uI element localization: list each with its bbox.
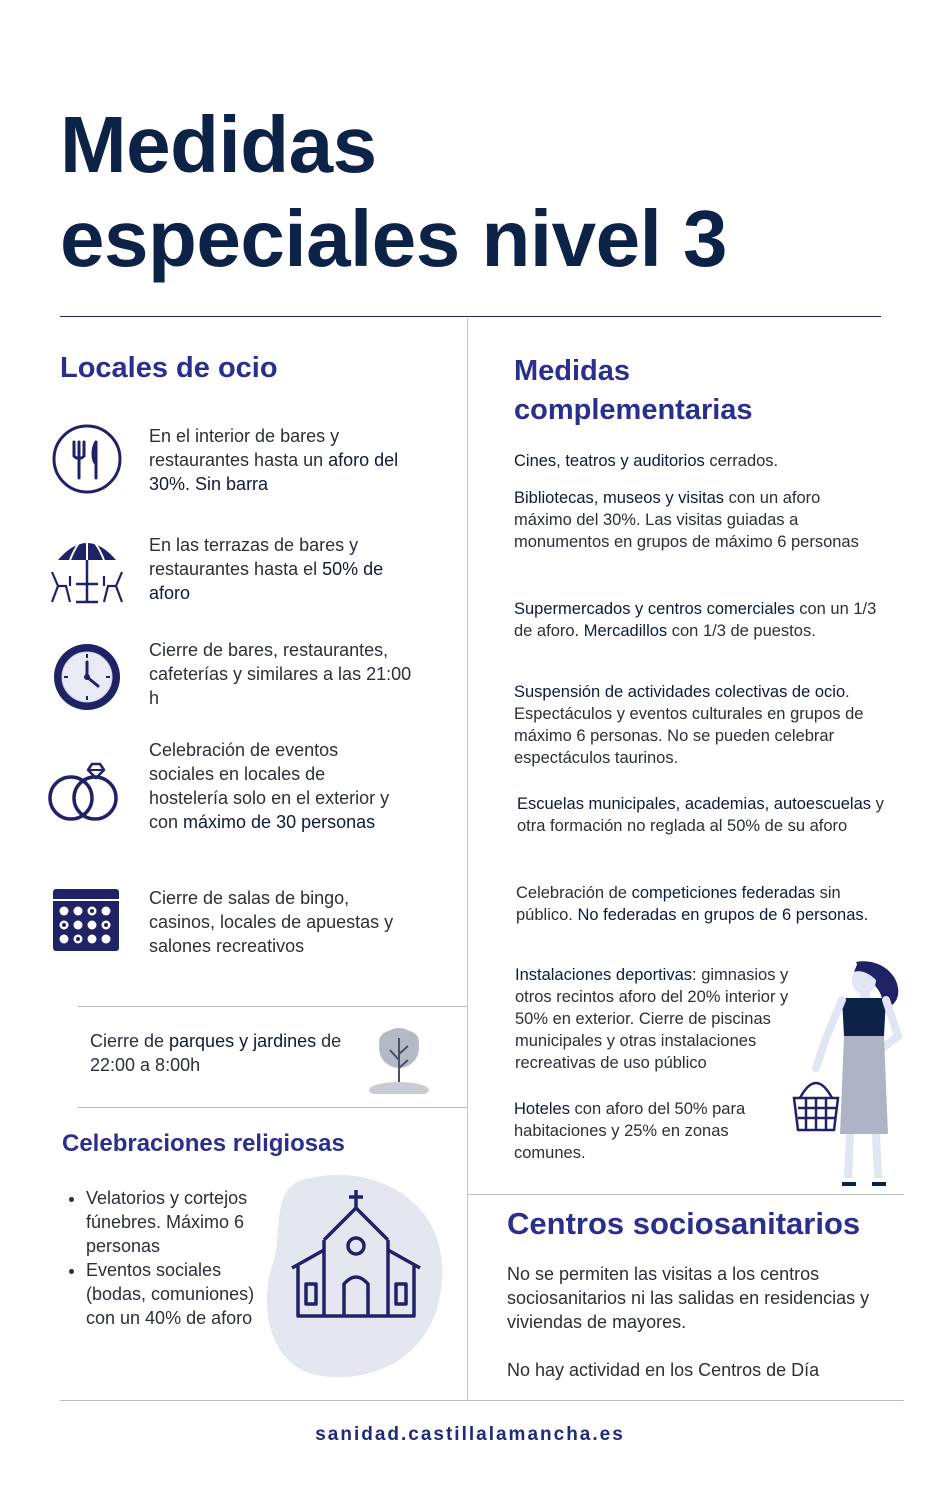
- complementary-item-1-emphasis: Cines, teatros y auditorios: [514, 452, 705, 470]
- complementary-heading-line-1: Medidas: [514, 355, 631, 387]
- complementary-item-4: [514, 681, 884, 769]
- parks-text-post: de 22:00 a 8:00h: [90, 1031, 342, 1075]
- complementary-heading-line-2: complementarias: [514, 394, 753, 426]
- complementary-item-2-text: con un aforo máximo del 30%. Las visitas guiadas a monumentos en grupos de máximo 6 personas: [514, 489, 859, 551]
- parks-divider-top: [78, 1006, 467, 1007]
- complementary-item-3-text-2: con 1/3 de puestos.: [667, 622, 816, 640]
- leisure-item-5-text: Cierre de salas de bingo, casinos, locales de apuestas y salones recreativos: [149, 888, 394, 956]
- clock-icon: [52, 642, 122, 712]
- bingo-card-icon: [52, 888, 120, 952]
- complementary-item-8-emphasis: Hoteles: [514, 1100, 570, 1118]
- leisure-item-5: [149, 886, 414, 958]
- sociosanitary-divider: [468, 1194, 904, 1195]
- footer-url[interactable]: sanidad.castillalamancha.es: [315, 1424, 625, 1445]
- umbrella-terrace-icon: [48, 532, 126, 606]
- cutlery-plate-icon: [52, 424, 122, 494]
- complementary-item-7-text: gimnasios y otros recintos aforo del 20% interior y 50% en exterior. Cierre de piscinas municipales y otras instalaciones recreativas de uso público: [515, 966, 789, 1072]
- complementary-item-3: [514, 598, 884, 642]
- leisure-item-1-text: En el interior de bares y restaurantes hasta un: [149, 426, 340, 470]
- complementary-item-3-text: con un 1/3 de aforo.: [514, 600, 877, 640]
- complementary-item-1-text: cerrados.: [704, 452, 779, 470]
- complementary-item-4-text: . Espectáculos y eventos culturales en grupos de máximo 6 personas. No se pueden celebrar espectáculos taurinos.: [514, 683, 864, 767]
- church-illustration: [262, 1170, 448, 1382]
- leisure-item-4: [149, 738, 404, 834]
- title-line-1: Medidas: [60, 100, 377, 189]
- parks-divider-bottom: [78, 1107, 467, 1108]
- complementary-item-3-emphasis: Supermercados y centros comerciales: [514, 600, 795, 618]
- complementary-item-8-text: con aforo del 50% para habitaciones y 25% en zonas comunes.: [514, 1100, 746, 1162]
- sociosanitary-heading: Centros sociosanitarios: [507, 1206, 861, 1241]
- parks-notice: [90, 1029, 360, 1077]
- leisure-item-2: [149, 533, 399, 605]
- complementary-item-6-text-pre: Celebración de: [516, 884, 632, 902]
- parks-emphasis: parques y jardines: [169, 1031, 317, 1051]
- column-divider: [467, 318, 468, 1400]
- complementary-item-5-emphasis: Escuelas municipales, academias, autoescuelas: [517, 795, 872, 813]
- religious-bullet-1: • Velatorios y cortejos fúnebres. Máximo 6 personas: [86, 1186, 256, 1258]
- complementary-item-2: [514, 487, 874, 553]
- complementary-item-6-text: sin público.: [516, 884, 841, 924]
- leisure-item-1-emphasis: aforo del 30%. Sin barra: [149, 450, 399, 494]
- footer-divider: [60, 1400, 904, 1401]
- religious-bullet-2: • Eventos sociales (bodas, comuniones) con un 40% de aforo: [86, 1258, 256, 1330]
- leisure-item-1: [149, 424, 419, 496]
- sociosanitary-day-centers-text: No hay actividad en los Centros de Día: [507, 1360, 820, 1380]
- parks-text-pre: Cierre de: [90, 1031, 170, 1051]
- leisure-item-2-text: En las terrazas de bares y restaurantes hasta el: [149, 535, 359, 579]
- complementary-item-7: [515, 964, 820, 1074]
- religious-list: [60, 1186, 256, 1330]
- complementary-item-6: [516, 882, 876, 926]
- complementary-item-5-text: y otra formación no reglada al 50% de su aforo: [517, 795, 884, 835]
- complementary-item-6-emphasis: competiciones federadas: [631, 884, 816, 902]
- leisure-heading: Locales de ocio: [60, 352, 278, 384]
- leisure-item-3: [149, 638, 424, 710]
- religious-heading: Celebraciones religiosas: [62, 1130, 345, 1157]
- complementary-item-7-emphasis: Instalaciones deportivas:: [515, 966, 697, 984]
- complementary-item-8: [514, 1098, 779, 1164]
- title-divider: [60, 316, 881, 317]
- tree-icon: [368, 1020, 430, 1094]
- rings-icon: [46, 760, 122, 824]
- leisure-item-3-text: Cierre de bares, restaurantes, cafeterías y similares a las 21:00 h: [149, 640, 412, 708]
- complementary-heading: [514, 352, 753, 430]
- complementary-item-1: [514, 450, 884, 472]
- leisure-item-2-emphasis: 50% de aforo: [149, 559, 384, 603]
- complementary-item-3-emphasis-2: Mercadillos: [583, 622, 668, 640]
- shopper-illustration: [786, 958, 912, 1190]
- complementary-item-2-emphasis: Bibliotecas, museos y visitas: [514, 489, 724, 507]
- complementary-item-4-emphasis: Suspensión de actividades colectivas de ocio: [514, 683, 846, 701]
- page-title: [60, 98, 920, 286]
- complementary-item-5: [517, 793, 889, 837]
- complementary-item-6-emphasis-2: No federadas en grupos de 6 personas.: [577, 906, 869, 924]
- title-line-2: especiales nivel 3: [60, 194, 728, 283]
- leisure-item-4-text: Celebración de eventos sociales en locales de hostelería solo en el exterior y con: [149, 740, 390, 832]
- leisure-item-4-emphasis: máximo de 30 personas: [183, 812, 376, 832]
- sociosanitary-visits-text: No se permiten las visitas a los centros sociosanitarios ni las salidas en residencias y viviendas de mayores.: [507, 1264, 870, 1332]
